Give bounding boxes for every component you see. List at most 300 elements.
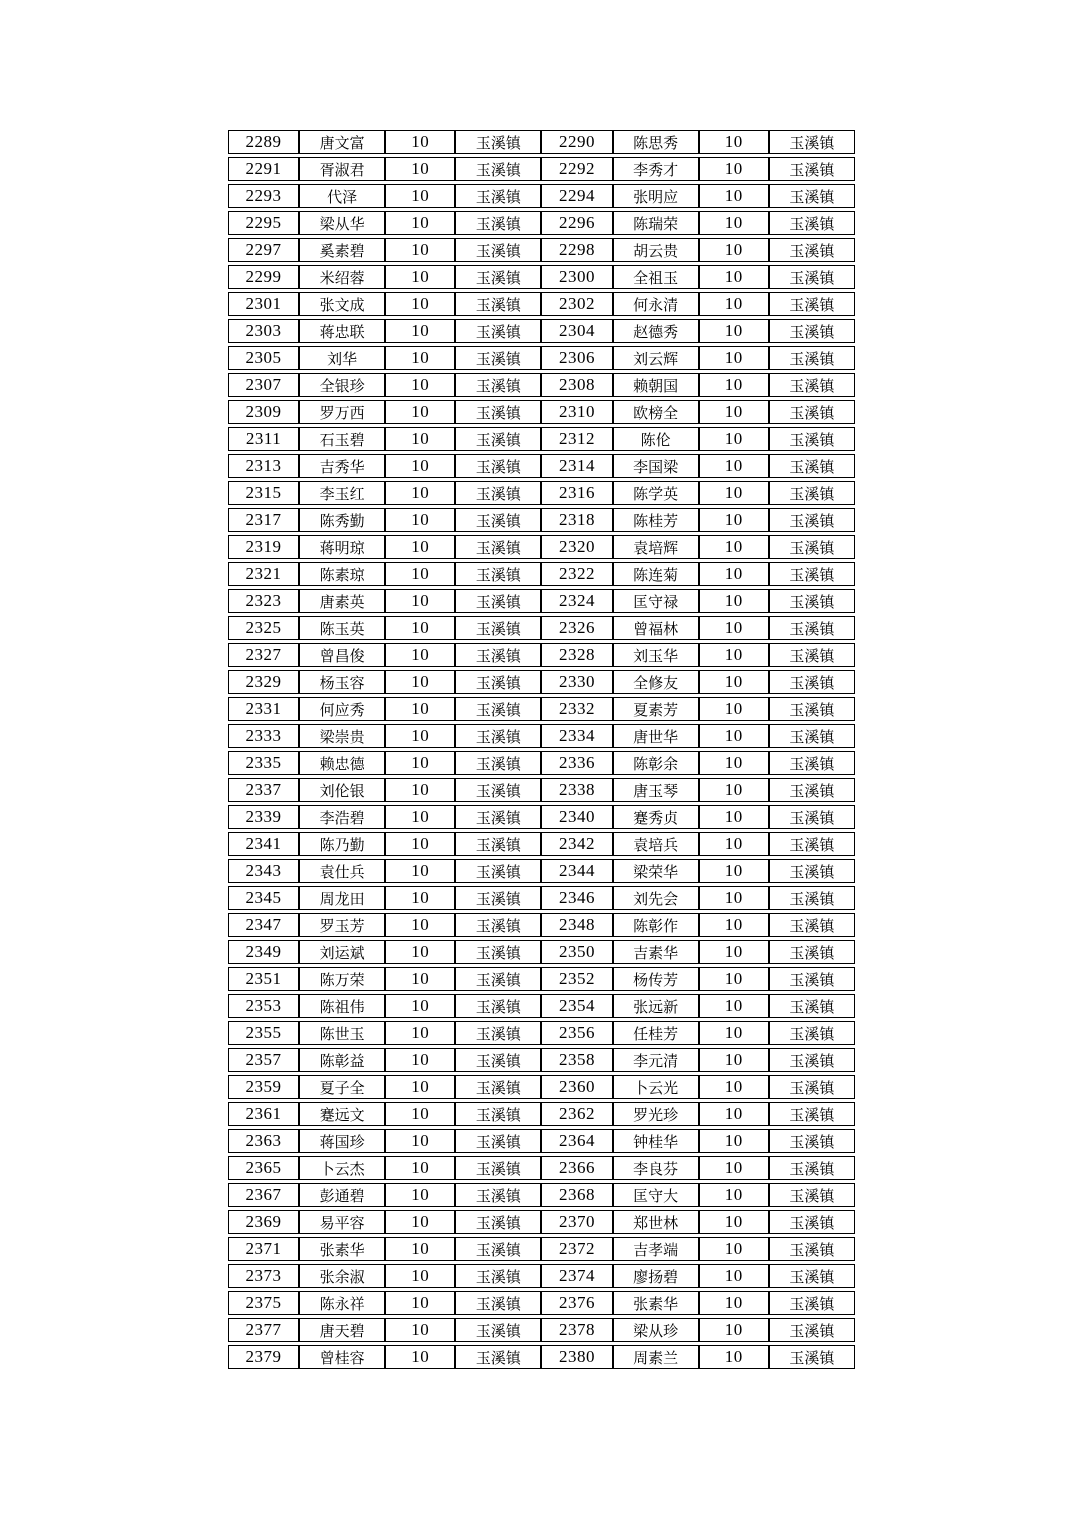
name-cell: 廖扬碧 <box>613 1264 699 1288</box>
town-cell: 玉溪镇 <box>769 967 855 991</box>
name-cell: 袁培辉 <box>613 535 699 559</box>
amount-cell: 10 <box>385 481 455 505</box>
amount-cell: 10 <box>385 1210 455 1234</box>
serial-number-cell: 2316 <box>541 481 612 505</box>
table-row <box>228 805 855 829</box>
table-row <box>228 1318 855 1342</box>
amount-cell: 10 <box>385 535 455 559</box>
serial-number-cell: 2345 <box>228 886 299 910</box>
name-cell: 吉秀华 <box>299 454 385 478</box>
serial-number-cell: 2291 <box>228 157 299 181</box>
town-cell: 玉溪镇 <box>769 481 855 505</box>
name-cell: 杨玉容 <box>299 670 385 694</box>
table-row <box>228 238 855 262</box>
serial-number-cell: 2299 <box>228 265 299 289</box>
name-cell: 任桂芳 <box>613 1021 699 1045</box>
amount-cell: 10 <box>699 724 769 748</box>
name-cell: 唐文富 <box>299 130 385 154</box>
serial-number-cell: 2330 <box>541 670 612 694</box>
table-row <box>228 1102 855 1126</box>
roster-table-body <box>228 130 855 1369</box>
town-cell: 玉溪镇 <box>769 130 855 154</box>
town-cell: 玉溪镇 <box>769 400 855 424</box>
name-cell: 郑世林 <box>613 1210 699 1234</box>
amount-cell: 10 <box>699 805 769 829</box>
serial-number-cell: 2335 <box>228 751 299 775</box>
town-cell: 玉溪镇 <box>455 940 541 964</box>
town-cell: 玉溪镇 <box>455 805 541 829</box>
town-cell: 玉溪镇 <box>769 238 855 262</box>
amount-cell: 10 <box>699 1264 769 1288</box>
town-cell: 玉溪镇 <box>455 886 541 910</box>
table-row <box>228 1183 855 1207</box>
town-cell: 玉溪镇 <box>769 832 855 856</box>
serial-number-cell: 2350 <box>541 940 612 964</box>
serial-number-cell: 2336 <box>541 751 612 775</box>
name-cell: 李国梁 <box>613 454 699 478</box>
town-cell: 玉溪镇 <box>769 1237 855 1261</box>
name-cell: 刘先会 <box>613 886 699 910</box>
amount-cell: 10 <box>385 454 455 478</box>
table-row <box>228 211 855 235</box>
amount-cell: 10 <box>699 778 769 802</box>
town-cell: 玉溪镇 <box>769 1156 855 1180</box>
table-row <box>228 1237 855 1261</box>
serial-number-cell: 2341 <box>228 832 299 856</box>
name-cell: 何应秀 <box>299 697 385 721</box>
amount-cell: 10 <box>699 427 769 451</box>
table-row <box>228 130 855 154</box>
town-cell: 玉溪镇 <box>455 616 541 640</box>
name-cell: 赵德秀 <box>613 319 699 343</box>
town-cell: 玉溪镇 <box>455 238 541 262</box>
serial-number-cell: 2303 <box>228 319 299 343</box>
amount-cell: 10 <box>385 940 455 964</box>
serial-number-cell: 2369 <box>228 1210 299 1234</box>
town-cell: 玉溪镇 <box>769 1075 855 1099</box>
town-cell: 玉溪镇 <box>769 1291 855 1315</box>
amount-cell: 10 <box>699 1048 769 1072</box>
table-row <box>228 967 855 991</box>
town-cell: 玉溪镇 <box>455 1021 541 1045</box>
serial-number-cell: 2319 <box>228 535 299 559</box>
amount-cell: 10 <box>385 859 455 883</box>
amount-cell: 10 <box>699 643 769 667</box>
amount-cell: 10 <box>699 1156 769 1180</box>
serial-number-cell: 2372 <box>541 1237 612 1261</box>
name-cell: 周龙田 <box>299 886 385 910</box>
name-cell: 全修友 <box>613 670 699 694</box>
amount-cell: 10 <box>699 481 769 505</box>
serial-number-cell: 2318 <box>541 508 612 532</box>
town-cell: 玉溪镇 <box>769 1183 855 1207</box>
amount-cell: 10 <box>385 1183 455 1207</box>
serial-number-cell: 2355 <box>228 1021 299 1045</box>
serial-number-cell: 2312 <box>541 427 612 451</box>
serial-number-cell: 2326 <box>541 616 612 640</box>
serial-number-cell: 2357 <box>228 1048 299 1072</box>
name-cell: 米绍蓉 <box>299 265 385 289</box>
serial-number-cell: 2315 <box>228 481 299 505</box>
town-cell: 玉溪镇 <box>455 292 541 316</box>
serial-number-cell: 2378 <box>541 1318 612 1342</box>
serial-number-cell: 2348 <box>541 913 612 937</box>
name-cell: 李浩碧 <box>299 805 385 829</box>
town-cell: 玉溪镇 <box>455 1183 541 1207</box>
town-cell: 玉溪镇 <box>455 319 541 343</box>
serial-number-cell: 2323 <box>228 589 299 613</box>
name-cell: 赖朝国 <box>613 373 699 397</box>
table-row <box>228 1156 855 1180</box>
serial-number-cell: 2290 <box>541 130 612 154</box>
name-cell: 陈素琼 <box>299 562 385 586</box>
town-cell: 玉溪镇 <box>455 346 541 370</box>
name-cell: 陈永祥 <box>299 1291 385 1315</box>
name-cell: 夏子全 <box>299 1075 385 1099</box>
table-row <box>228 1048 855 1072</box>
name-cell: 李元清 <box>613 1048 699 1072</box>
serial-number-cell: 2362 <box>541 1102 612 1126</box>
town-cell: 玉溪镇 <box>455 481 541 505</box>
town-cell: 玉溪镇 <box>769 859 855 883</box>
serial-number-cell: 2306 <box>541 346 612 370</box>
table-row <box>228 1345 855 1369</box>
name-cell: 欧榜全 <box>613 400 699 424</box>
amount-cell: 10 <box>699 589 769 613</box>
town-cell: 玉溪镇 <box>769 427 855 451</box>
town-cell: 玉溪镇 <box>455 859 541 883</box>
serial-number-cell: 2321 <box>228 562 299 586</box>
amount-cell: 10 <box>699 400 769 424</box>
name-cell: 曾桂容 <box>299 1345 385 1369</box>
table-row <box>228 751 855 775</box>
amount-cell: 10 <box>699 697 769 721</box>
amount-cell: 10 <box>699 265 769 289</box>
serial-number-cell: 2311 <box>228 427 299 451</box>
town-cell: 玉溪镇 <box>455 265 541 289</box>
amount-cell: 10 <box>385 265 455 289</box>
name-cell: 刘玉华 <box>613 643 699 667</box>
name-cell: 刘伦银 <box>299 778 385 802</box>
amount-cell: 10 <box>385 1345 455 1369</box>
town-cell: 玉溪镇 <box>769 211 855 235</box>
name-cell: 蒋明琼 <box>299 535 385 559</box>
serial-number-cell: 2324 <box>541 589 612 613</box>
serial-number-cell: 2358 <box>541 1048 612 1072</box>
table-row <box>228 643 855 667</box>
name-cell: 陈乃勤 <box>299 832 385 856</box>
serial-number-cell: 2380 <box>541 1345 612 1369</box>
serial-number-cell: 2359 <box>228 1075 299 1099</box>
town-cell: 玉溪镇 <box>455 562 541 586</box>
amount-cell: 10 <box>385 562 455 586</box>
town-cell: 玉溪镇 <box>455 589 541 613</box>
amount-cell: 10 <box>385 346 455 370</box>
amount-cell: 10 <box>385 589 455 613</box>
serial-number-cell: 2310 <box>541 400 612 424</box>
town-cell: 玉溪镇 <box>455 373 541 397</box>
serial-number-cell: 2325 <box>228 616 299 640</box>
town-cell: 玉溪镇 <box>455 832 541 856</box>
serial-number-cell: 2338 <box>541 778 612 802</box>
table-row <box>228 535 855 559</box>
amount-cell: 10 <box>699 184 769 208</box>
name-cell: 蹇远文 <box>299 1102 385 1126</box>
roster-table <box>228 127 855 1372</box>
amount-cell: 10 <box>385 373 455 397</box>
town-cell: 玉溪镇 <box>455 211 541 235</box>
serial-number-cell: 2377 <box>228 1318 299 1342</box>
name-cell: 陈瑞荣 <box>613 211 699 235</box>
serial-number-cell: 2364 <box>541 1129 612 1153</box>
table-row <box>228 400 855 424</box>
name-cell: 曾福林 <box>613 616 699 640</box>
serial-number-cell: 2368 <box>541 1183 612 1207</box>
serial-number-cell: 2317 <box>228 508 299 532</box>
serial-number-cell: 2375 <box>228 1291 299 1315</box>
serial-number-cell: 2352 <box>541 967 612 991</box>
amount-cell: 10 <box>385 670 455 694</box>
amount-cell: 10 <box>699 1102 769 1126</box>
name-cell: 蹇秀贞 <box>613 805 699 829</box>
serial-number-cell: 2346 <box>541 886 612 910</box>
serial-number-cell: 2297 <box>228 238 299 262</box>
table-row <box>228 616 855 640</box>
serial-number-cell: 2367 <box>228 1183 299 1207</box>
amount-cell: 10 <box>385 832 455 856</box>
serial-number-cell: 2314 <box>541 454 612 478</box>
serial-number-cell: 2333 <box>228 724 299 748</box>
amount-cell: 10 <box>385 751 455 775</box>
name-cell: 刘云辉 <box>613 346 699 370</box>
table-row <box>228 1075 855 1099</box>
town-cell: 玉溪镇 <box>769 886 855 910</box>
amount-cell: 10 <box>385 184 455 208</box>
name-cell: 陈连菊 <box>613 562 699 586</box>
town-cell: 玉溪镇 <box>455 1264 541 1288</box>
name-cell: 曾昌俊 <box>299 643 385 667</box>
name-cell: 陈学英 <box>613 481 699 505</box>
amount-cell: 10 <box>385 508 455 532</box>
name-cell: 张素华 <box>299 1237 385 1261</box>
name-cell: 蒋忠联 <box>299 319 385 343</box>
serial-number-cell: 2328 <box>541 643 612 667</box>
name-cell: 胥淑君 <box>299 157 385 181</box>
serial-number-cell: 2309 <box>228 400 299 424</box>
serial-number-cell: 2353 <box>228 994 299 1018</box>
amount-cell: 10 <box>699 319 769 343</box>
amount-cell: 10 <box>699 1021 769 1045</box>
amount-cell: 10 <box>699 1237 769 1261</box>
amount-cell: 10 <box>699 994 769 1018</box>
name-cell: 梁从华 <box>299 211 385 235</box>
serial-number-cell: 2305 <box>228 346 299 370</box>
town-cell: 玉溪镇 <box>455 967 541 991</box>
town-cell: 玉溪镇 <box>769 319 855 343</box>
amount-cell: 10 <box>385 1129 455 1153</box>
town-cell: 玉溪镇 <box>769 994 855 1018</box>
table-row <box>228 724 855 748</box>
table-row <box>228 913 855 937</box>
serial-number-cell: 2289 <box>228 130 299 154</box>
amount-cell: 10 <box>699 1183 769 1207</box>
town-cell: 玉溪镇 <box>455 157 541 181</box>
town-cell: 玉溪镇 <box>455 643 541 667</box>
serial-number-cell: 2298 <box>541 238 612 262</box>
serial-number-cell: 2313 <box>228 454 299 478</box>
serial-number-cell: 2366 <box>541 1156 612 1180</box>
name-cell: 彭通碧 <box>299 1183 385 1207</box>
town-cell: 玉溪镇 <box>455 697 541 721</box>
name-cell: 夏素芳 <box>613 697 699 721</box>
name-cell: 唐玉琴 <box>613 778 699 802</box>
name-cell: 张远新 <box>613 994 699 1018</box>
name-cell: 全祖玉 <box>613 265 699 289</box>
serial-number-cell: 2361 <box>228 1102 299 1126</box>
town-cell: 玉溪镇 <box>769 265 855 289</box>
serial-number-cell: 2339 <box>228 805 299 829</box>
serial-number-cell: 2322 <box>541 562 612 586</box>
amount-cell: 10 <box>699 751 769 775</box>
name-cell: 梁崇贵 <box>299 724 385 748</box>
amount-cell: 10 <box>699 1345 769 1369</box>
town-cell: 玉溪镇 <box>769 1210 855 1234</box>
amount-cell: 10 <box>385 616 455 640</box>
name-cell: 罗光珍 <box>613 1102 699 1126</box>
town-cell: 玉溪镇 <box>455 751 541 775</box>
serial-number-cell: 2371 <box>228 1237 299 1261</box>
amount-cell: 10 <box>699 832 769 856</box>
serial-number-cell: 2344 <box>541 859 612 883</box>
amount-cell: 10 <box>699 1075 769 1099</box>
amount-cell: 10 <box>699 346 769 370</box>
town-cell: 玉溪镇 <box>455 670 541 694</box>
serial-number-cell: 2294 <box>541 184 612 208</box>
name-cell: 匡守大 <box>613 1183 699 1207</box>
amount-cell: 10 <box>385 1264 455 1288</box>
amount-cell: 10 <box>699 454 769 478</box>
amount-cell: 10 <box>699 130 769 154</box>
amount-cell: 10 <box>699 1318 769 1342</box>
serial-number-cell: 2349 <box>228 940 299 964</box>
amount-cell: 10 <box>385 886 455 910</box>
town-cell: 玉溪镇 <box>769 670 855 694</box>
amount-cell: 10 <box>699 940 769 964</box>
name-cell: 刘华 <box>299 346 385 370</box>
town-cell: 玉溪镇 <box>769 913 855 937</box>
town-cell: 玉溪镇 <box>769 1318 855 1342</box>
serial-number-cell: 2332 <box>541 697 612 721</box>
serial-number-cell: 2300 <box>541 265 612 289</box>
name-cell: 陈伦 <box>613 427 699 451</box>
name-cell: 梁荣华 <box>613 859 699 883</box>
serial-number-cell: 2363 <box>228 1129 299 1153</box>
serial-number-cell: 2376 <box>541 1291 612 1315</box>
name-cell: 蒋国珍 <box>299 1129 385 1153</box>
name-cell: 陈彰益 <box>299 1048 385 1072</box>
amount-cell: 10 <box>385 994 455 1018</box>
amount-cell: 10 <box>385 1318 455 1342</box>
town-cell: 玉溪镇 <box>769 157 855 181</box>
amount-cell: 10 <box>699 1129 769 1153</box>
table-row <box>228 346 855 370</box>
amount-cell: 10 <box>385 724 455 748</box>
amount-cell: 10 <box>385 913 455 937</box>
name-cell: 张文成 <box>299 292 385 316</box>
name-cell: 张素华 <box>613 1291 699 1315</box>
table-row <box>228 373 855 397</box>
serial-number-cell: 2327 <box>228 643 299 667</box>
serial-number-cell: 2293 <box>228 184 299 208</box>
name-cell: 唐天碧 <box>299 1318 385 1342</box>
amount-cell: 10 <box>699 562 769 586</box>
serial-number-cell: 2301 <box>228 292 299 316</box>
town-cell: 玉溪镇 <box>769 805 855 829</box>
town-cell: 玉溪镇 <box>455 427 541 451</box>
town-cell: 玉溪镇 <box>455 1048 541 1072</box>
amount-cell: 10 <box>699 508 769 532</box>
serial-number-cell: 2343 <box>228 859 299 883</box>
town-cell: 玉溪镇 <box>769 616 855 640</box>
town-cell: 玉溪镇 <box>769 292 855 316</box>
town-cell: 玉溪镇 <box>769 940 855 964</box>
town-cell: 玉溪镇 <box>455 778 541 802</box>
name-cell: 唐素英 <box>299 589 385 613</box>
table-row <box>228 940 855 964</box>
amount-cell: 10 <box>699 1210 769 1234</box>
name-cell: 陈万荣 <box>299 967 385 991</box>
town-cell: 玉溪镇 <box>455 454 541 478</box>
town-cell: 玉溪镇 <box>455 1345 541 1369</box>
town-cell: 玉溪镇 <box>455 508 541 532</box>
name-cell: 钟桂华 <box>613 1129 699 1153</box>
amount-cell: 10 <box>699 157 769 181</box>
amount-cell: 10 <box>699 616 769 640</box>
serial-number-cell: 2295 <box>228 211 299 235</box>
table-row <box>228 454 855 478</box>
amount-cell: 10 <box>385 1021 455 1045</box>
table-row <box>228 1129 855 1153</box>
serial-number-cell: 2337 <box>228 778 299 802</box>
amount-cell: 10 <box>385 805 455 829</box>
name-cell: 杨传芳 <box>613 967 699 991</box>
serial-number-cell: 2296 <box>541 211 612 235</box>
town-cell: 玉溪镇 <box>769 589 855 613</box>
town-cell: 玉溪镇 <box>455 184 541 208</box>
town-cell: 玉溪镇 <box>769 643 855 667</box>
town-cell: 玉溪镇 <box>455 1156 541 1180</box>
town-cell: 玉溪镇 <box>769 454 855 478</box>
amount-cell: 10 <box>699 670 769 694</box>
amount-cell: 10 <box>385 643 455 667</box>
town-cell: 玉溪镇 <box>455 724 541 748</box>
amount-cell: 10 <box>385 238 455 262</box>
amount-cell: 10 <box>699 211 769 235</box>
town-cell: 玉溪镇 <box>455 913 541 937</box>
name-cell: 袁仕兵 <box>299 859 385 883</box>
serial-number-cell: 2304 <box>541 319 612 343</box>
town-cell: 玉溪镇 <box>769 724 855 748</box>
amount-cell: 10 <box>385 292 455 316</box>
amount-cell: 10 <box>385 1291 455 1315</box>
name-cell: 陈祖伟 <box>299 994 385 1018</box>
serial-number-cell: 2370 <box>541 1210 612 1234</box>
table-row <box>228 697 855 721</box>
name-cell: 陈秀勤 <box>299 508 385 532</box>
serial-number-cell: 2331 <box>228 697 299 721</box>
serial-number-cell: 2307 <box>228 373 299 397</box>
amount-cell: 10 <box>699 535 769 559</box>
